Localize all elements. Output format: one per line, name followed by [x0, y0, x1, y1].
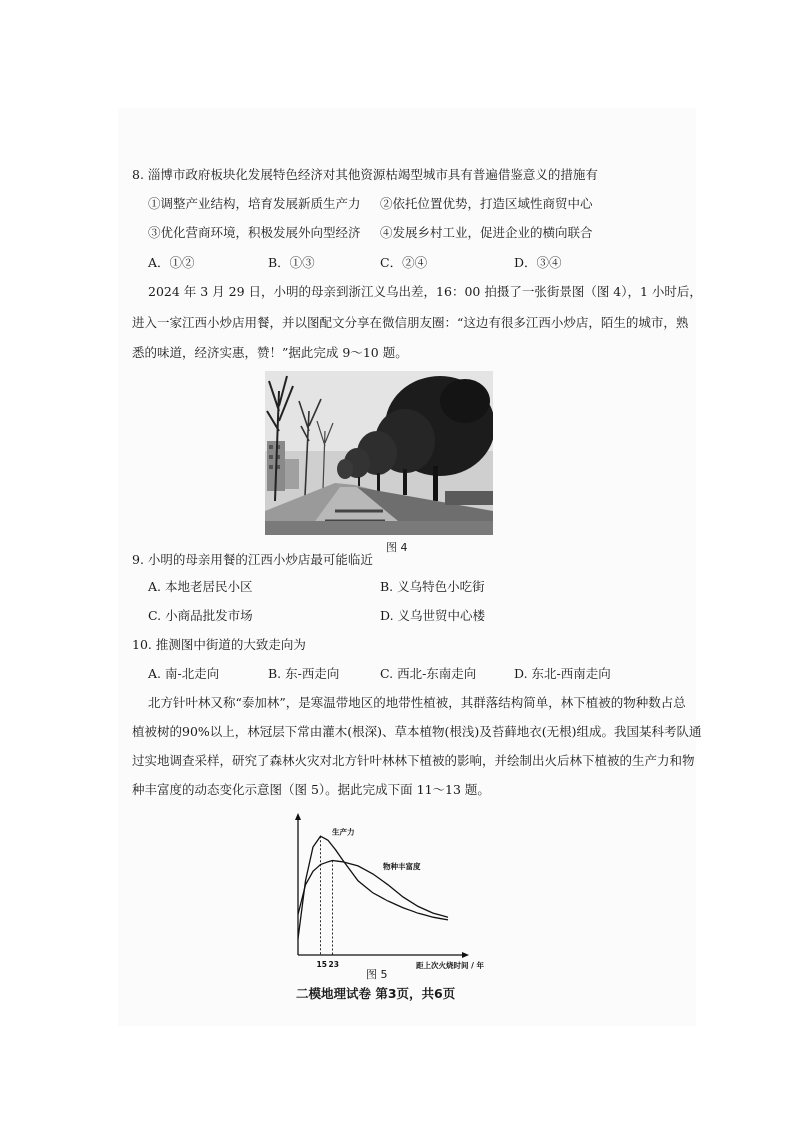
q8-item-1: ①调整产业结构，培育发展新质生产力	[148, 196, 361, 211]
figure-4-caption: 图 4	[386, 541, 408, 554]
passage2-line-1: 北方针叶林又称“泰加林”，是寒温带地区的地带性植被，其群落结构简单，林下植被的物种数占总	[148, 695, 686, 710]
y-axis-arrow	[295, 813, 301, 820]
figure-5-chart	[280, 812, 500, 982]
street-scene-photo	[265, 371, 493, 535]
q10-option-a: A. 南-北走向	[148, 666, 220, 681]
series-line-1	[298, 836, 448, 939]
series-label-2: 物种丰富度	[383, 862, 421, 871]
q10-stem: 10. 推测图中街道的大致走向为	[132, 637, 306, 652]
series-label-1: 生产力	[332, 827, 355, 837]
passage2-line-3: 过实地调查采样，研究了森林火灾对北方针叶林林下植被的影响，并绘制出火后林下植被的生产力和物	[132, 753, 695, 768]
x-tick-label-23: 23	[328, 960, 339, 969]
figure-5-caption: 图 5	[366, 968, 388, 981]
q8-option-b: B．①③	[268, 255, 315, 270]
x-axis-label: 距上次火烧时间 / 年	[416, 961, 484, 970]
q9-option-a: A. 本地老居民小区	[148, 579, 253, 594]
q9-option-b: B. 义乌特色小吃街	[380, 579, 485, 594]
page-footer: 二模地理试卷 第3页，共6页	[296, 986, 456, 1001]
x-tick-label-15: 15	[316, 960, 327, 969]
passage1-line-3: 悉的味道，经济实惠，赞！”据此完成 9～10 题。	[132, 345, 408, 360]
q10-option-c: C. 西北-东南走向	[380, 666, 477, 681]
q8-stem: 8. 淄博市政府板块化发展特色经济对其他资源枯竭型城市具有普遍借鉴意义的措施有	[132, 167, 598, 182]
q10-option-b: B. 东-西走向	[268, 666, 340, 681]
q8-item-2: ②依托位置优势，打造区域性商贸中心	[380, 196, 593, 211]
street-scene-drawing	[265, 371, 493, 535]
passage2-line-4: 种丰富度的动态变化示意图（图 5）。据此完成下面 11～13 题。	[132, 782, 490, 797]
q10-option-d: D. 东北-西南走向	[514, 666, 611, 681]
q8-option-d: D．③④	[514, 255, 562, 270]
q9-stem: 9. 小明的母亲用餐的江西小炒店最可能临近	[132, 552, 373, 567]
q8-option-c: C．②④	[380, 255, 428, 270]
q9-option-d: D. 义乌世贸中心楼	[380, 608, 486, 623]
q8-item-4: ④发展乡村工业，促进企业的横向联合	[380, 225, 593, 240]
x-axis-arrow	[462, 952, 469, 958]
q8-item-3: ③优化营商环境，积极发展外向型经济	[148, 225, 361, 240]
passage1-line-2: 进入一家江西小炒店用餐，并以图配文分享在微信朋友圈：“这边有很多江西小炒店，陌生的城市，熟	[132, 315, 689, 330]
q9-option-c: C. 小商品批发市场	[148, 608, 253, 623]
passage2-line-2: 植被树的90%以上，林冠层下常由灌木(根深)、草本植物(根浅)及苔藓地衣(无根)组成。我国某科考队通	[132, 724, 702, 739]
q8-option-a: A．①②	[148, 255, 195, 270]
passage1-line-1: 2024 年 3 月 29 日，小明的母亲到浙江义乌出差，16：00 拍摄了一张街景图（图 4），1 小时后，	[148, 284, 702, 299]
